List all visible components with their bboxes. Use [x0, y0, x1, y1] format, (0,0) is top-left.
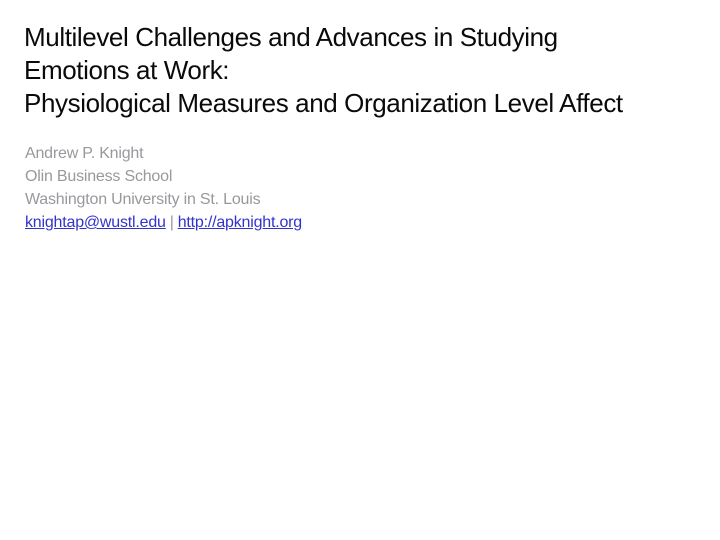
- slide-title-line-2: Emotions at Work:: [24, 55, 230, 85]
- website-link[interactable]: http://apknight.org: [177, 214, 302, 231]
- author-affiliation-school: Olin Business School: [25, 168, 173, 185]
- author-name: Andrew P. Knight: [25, 145, 144, 162]
- contact-links-line: [25, 211, 704, 234]
- slide-title-line-1: Multilevel Challenges and Advances in Studying: [24, 22, 558, 52]
- author-block: [25, 142, 704, 234]
- slide-title-line-3: Physiological Measures and Organization Level Affect: [24, 88, 623, 118]
- author-affiliation-university: Washington University in St. Louis: [25, 191, 261, 208]
- slide-title: [24, 21, 704, 120]
- email-link[interactable]: knightap@wustl.edu: [25, 214, 166, 231]
- link-separator: |: [169, 214, 174, 231]
